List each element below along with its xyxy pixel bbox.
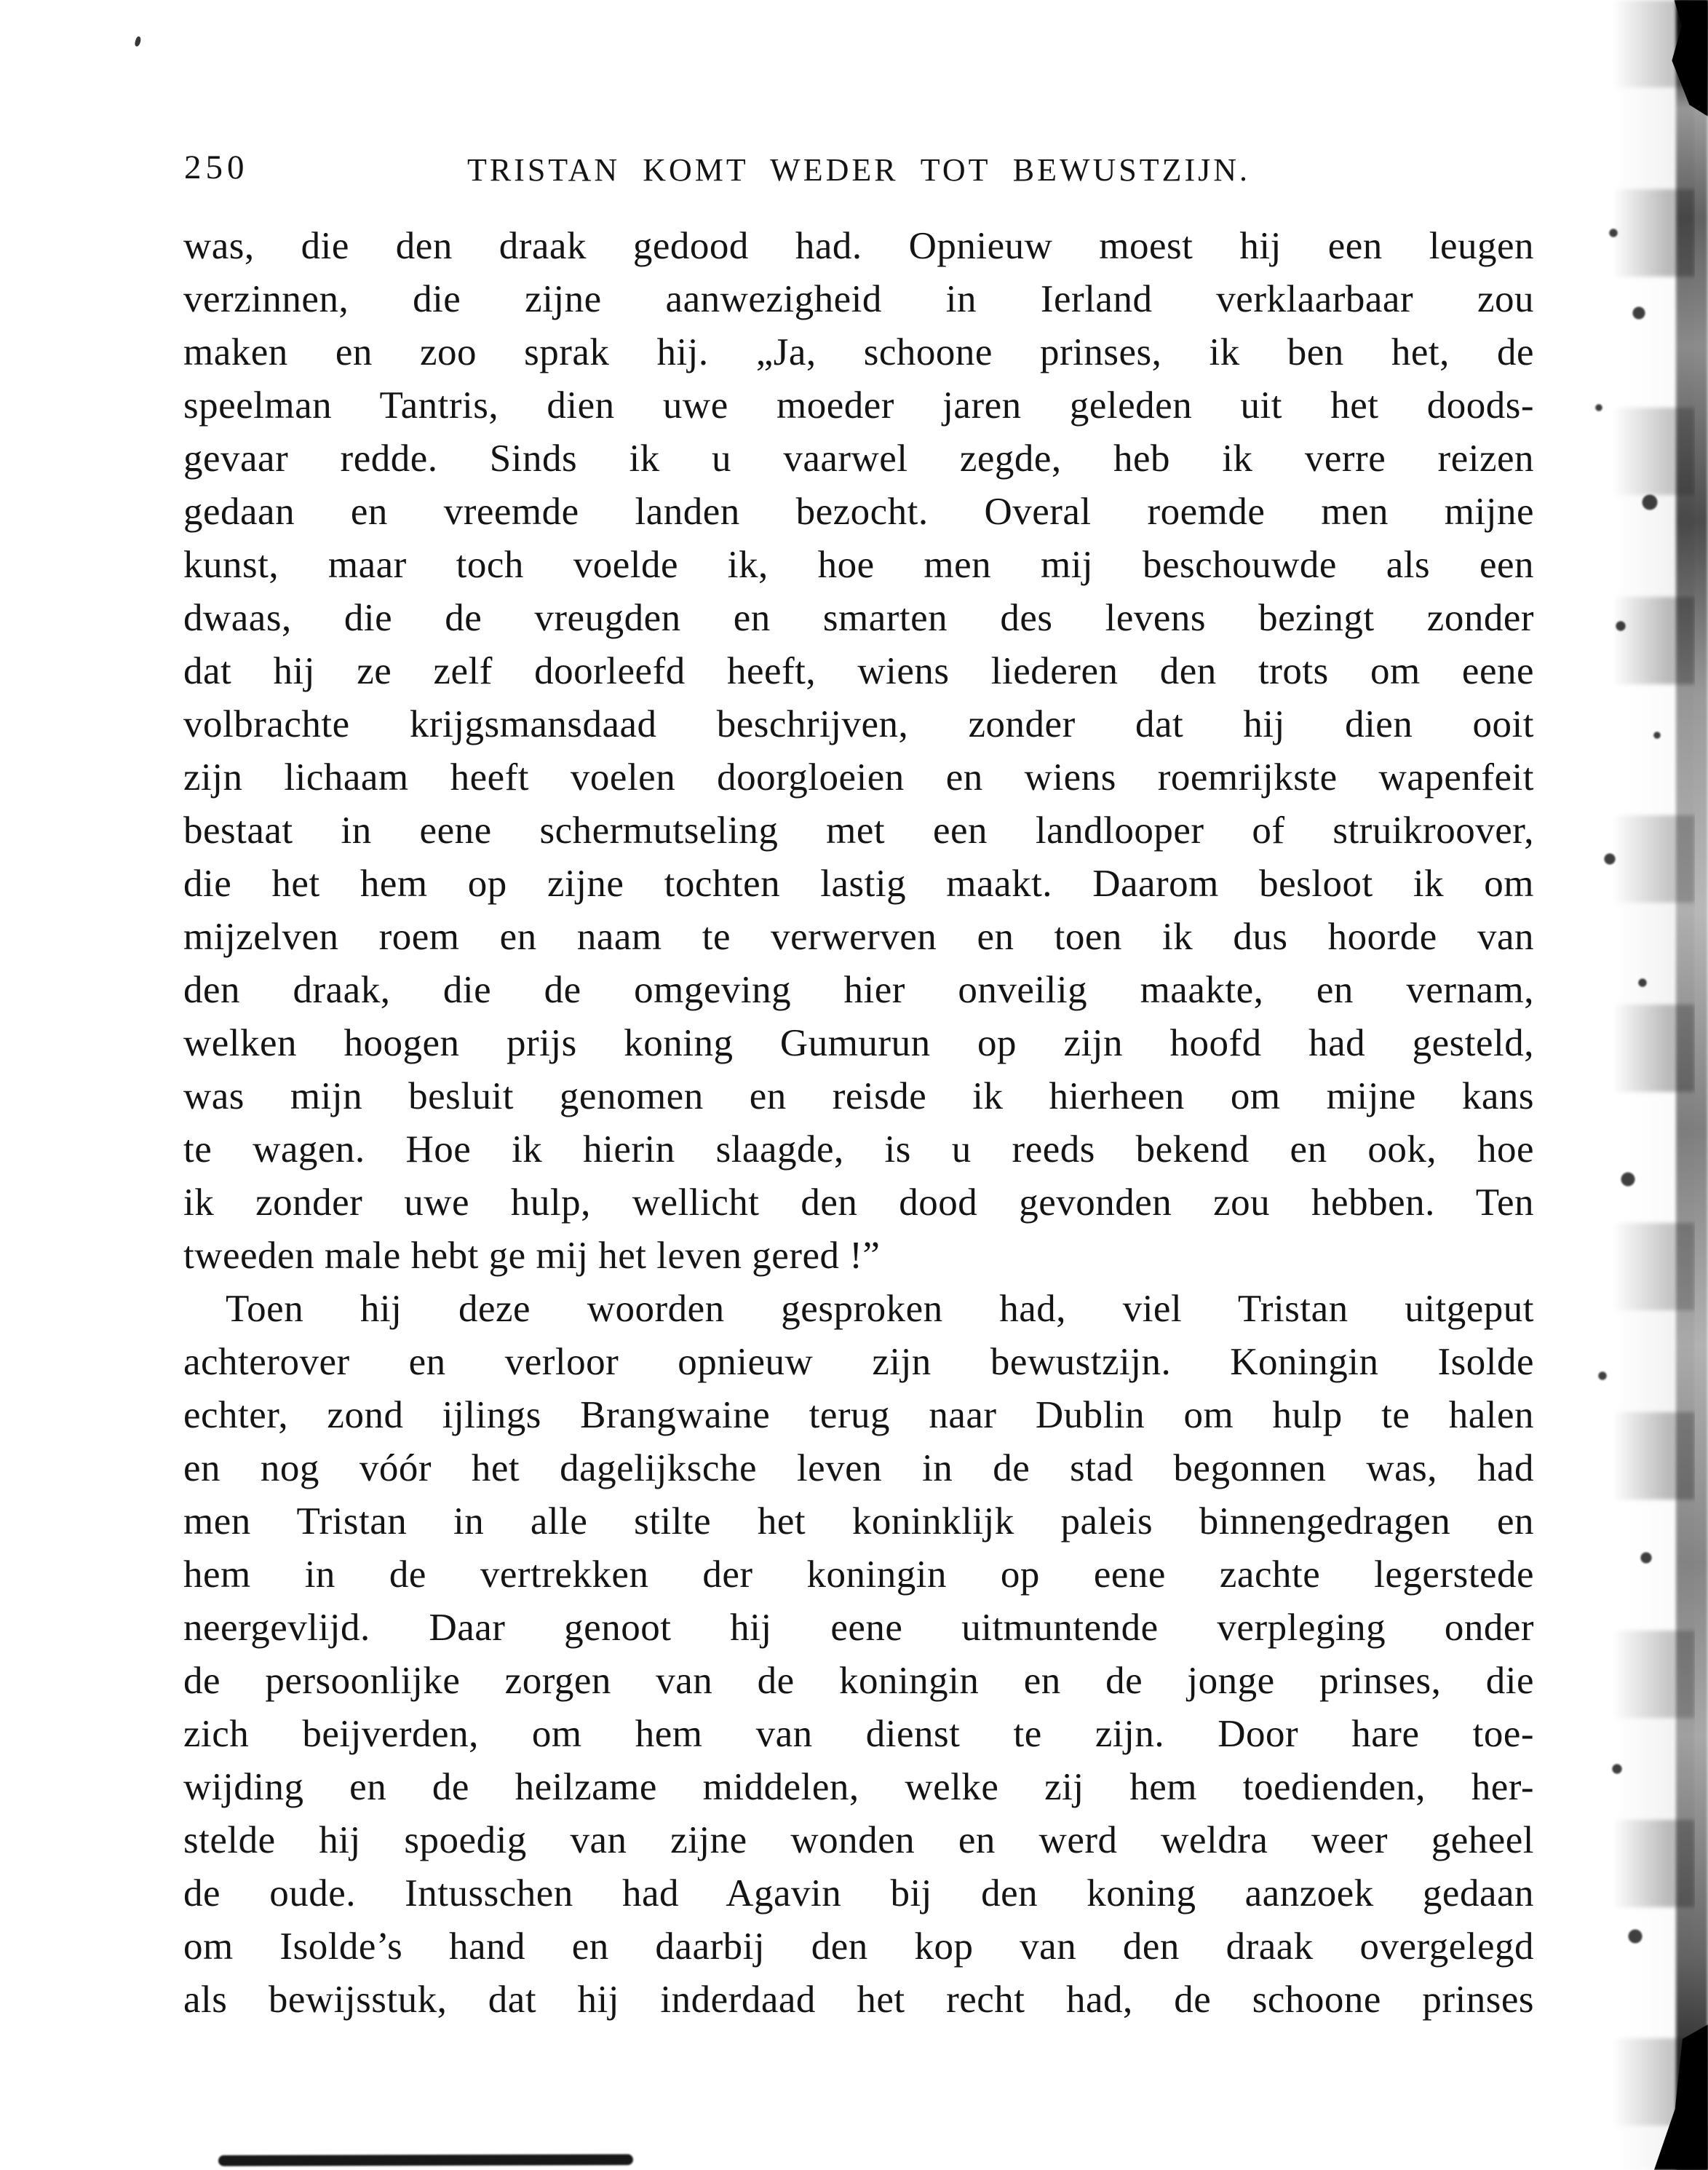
text-line: bestaat in eene schermutseling met een landlooper of struikroover, xyxy=(183,809,1534,852)
text-line: gevaar redde. Sinds ik u vaarwel zegde, heb ik verre reizen xyxy=(183,437,1534,480)
text-line: gedaan en vreemde landen bezocht. Overal roemde men mijne xyxy=(183,491,1534,533)
text-line: kunst, maar toch voelde ik, hoe men mij beschouwde als een xyxy=(183,544,1534,586)
text-line: dat hij ze zelf doorleefd heeft, wiens liederen den trots om eene xyxy=(183,650,1534,692)
text-line: tweeden male hebt ge mij het leven gered !” xyxy=(183,1235,881,1277)
text-line: hem in de vertrekken der koningin op eene zachte legerstede xyxy=(183,1553,1534,1596)
text-line: achterover en verloor opnieuw zijn bewustzijn. Koningin Isolde xyxy=(183,1341,1534,1383)
text-line: dwaas, die de vreugden en smarten des levens bezingt zonder xyxy=(183,597,1534,639)
running-title: TRISTAN KOMT WEDER TOT BEWUSTZIJN. xyxy=(466,152,1251,188)
text-line: was mijn besluit genomen en reisde ik hierheen om mijne kans xyxy=(183,1075,1534,1117)
text-line: neergevlijd. Daar genoot hij eene uitmuntende verpleging onder xyxy=(183,1607,1534,1649)
text-line: Toen hij deze woorden gesproken had, viel Tristan uitgeput xyxy=(226,1288,1534,1330)
text-line: als bewijsstuk, dat hij inderdaad het recht had, de schoone prinses xyxy=(183,1979,1534,2021)
text-line: mijzelven roem en naam te verwerven en toen ik dus hoorde van xyxy=(183,916,1534,958)
text-line: wijding en de heilzame middelen, welke zij hem toedienden, her- xyxy=(183,1766,1534,1808)
text-line: zich beijverden, om hem van dienst te zijn. Door hare toe- xyxy=(183,1713,1534,1755)
page-number: 250 xyxy=(184,149,249,186)
ink-speck xyxy=(134,36,142,47)
text-line: die het hem op zijne tochten lastig maakt. Daarom besloot ik om xyxy=(183,863,1534,905)
text-line: om Isolde’s hand en daarbij den kop van den draak overgelegd xyxy=(183,1925,1534,1968)
text-line: men Tristan in alle stilte het koninklijk paleis binnengedragen en xyxy=(183,1500,1534,1543)
text-line: den draak, die de omgeving hier onveilig maakte, en vernam, xyxy=(183,969,1534,1011)
text-line: en nog vóór het dagelijksche leven in de stad begonnen was, had xyxy=(183,1447,1534,1489)
text-line: de oude. Intusschen had Agavin bij den koning aanzoek gedaan xyxy=(183,1872,1534,1914)
text-line: zijn lichaam heeft voelen doorgloeien en wiens roemrijkste wapenfeit xyxy=(183,756,1534,799)
text-line: welken hoogen prijs koning Gumurun op zijn hoofd had gesteld, xyxy=(183,1022,1534,1064)
text-line: was, die den draak gedood had. Opnieuw moest hij een leugen xyxy=(183,225,1534,267)
text-line: volbrachte krijgsmansdaad beschrijven, zonder dat hij dien ooit xyxy=(183,703,1534,745)
text-line: de persoonlijke zorgen van de koningin en de jonge prinses, die xyxy=(183,1660,1534,1702)
scan-artifact-speckles xyxy=(1570,0,1708,2170)
text-line: te wagen. Hoe ik hierin slaagde, is u reeds bekend en ook, hoe xyxy=(183,1128,1534,1171)
text-line: echter, zond ijlings Brangwaine terug naar Dublin om hulp te halen xyxy=(183,1394,1534,1436)
text-line: ik zonder uwe hulp, wellicht den dood gevonden zou hebben. Ten xyxy=(183,1181,1534,1224)
text-line: verzinnen, die zijne aanwezigheid in Ierland verklaarbaar zou xyxy=(183,278,1534,320)
text-line: speelman Tantris, dien uwe moeder jaren geleden uit het doods- xyxy=(183,384,1534,427)
body-text xyxy=(183,220,1534,2027)
scan-artifact-bottom-edge xyxy=(218,2154,633,2166)
text-line: stelde hij spoedig van zijne wonden en werd weldra weer geheel xyxy=(183,1819,1534,1861)
text-line: maken en zoo sprak hij. „Ja, schoone prinses, ik ben het, de xyxy=(183,331,1534,373)
